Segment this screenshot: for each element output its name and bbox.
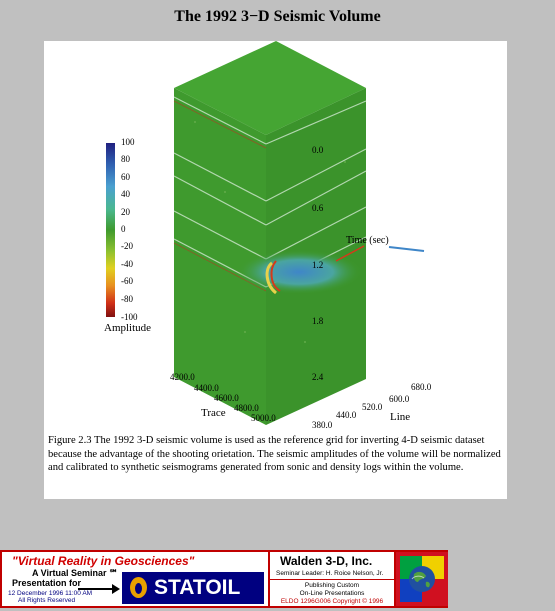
- line-tick: 600.0: [389, 394, 410, 404]
- colorbar-tick: 100: [121, 137, 135, 147]
- colorbar-tick: 20: [121, 207, 130, 217]
- page-title: The 1992 3−D Seismic Volume: [174, 8, 381, 25]
- figure-panel: [44, 41, 507, 499]
- banner-rights: All Rights Reserved: [18, 597, 76, 604]
- trace-tick: 4800.0: [234, 403, 259, 413]
- banner-company-block: [268, 552, 394, 606]
- colorbar-tick: 80: [121, 154, 130, 164]
- colorbar-tick: -80: [121, 294, 133, 304]
- banner-left: [4, 552, 266, 606]
- publishing-text: [270, 582, 394, 597]
- time-tick: 0.0: [312, 145, 324, 155]
- line-tick: 440.0: [336, 410, 357, 420]
- colorbar-tick: 60: [121, 172, 130, 182]
- trace-tick: 4400.0: [194, 383, 219, 393]
- trace-tick: 4200.0: [170, 372, 195, 382]
- colorbar-tick: 40: [121, 189, 130, 199]
- statoil-drop-inner-icon: [135, 583, 142, 594]
- time-tick: 0.6: [312, 203, 324, 213]
- banner-title: "Virtual Reality in Geosciences": [12, 554, 195, 568]
- statoil-logo: [122, 572, 264, 604]
- colorbar-label: Amplitude: [104, 322, 152, 334]
- colorbar-tick: -100: [121, 312, 138, 322]
- seismic-volume-image: [44, 41, 507, 431]
- trace-tick: 5000.0: [251, 413, 276, 423]
- line-tick: 380.0: [312, 420, 333, 430]
- company-name: Walden 3-D, Inc.: [280, 554, 373, 568]
- arrow-head-icon: [112, 584, 120, 594]
- line-tick: 680.0: [411, 382, 432, 392]
- figure-caption: Figure 2.3 The 1992 3-D seismic volume is used as the reference grid for inverting 4-D seismic dataset because the advantage of the shooting orietation. The seismic amplitudes of the volume will be normalized and calibrated to synthetic seismograms generated from sonic and density logs within the volume.: [48, 435, 501, 474]
- eldo-copyright: ELDO 1296G006 Copyright © 1996: [280, 598, 384, 605]
- line-axis-label: Line: [390, 411, 411, 423]
- time-tick: 2.4: [312, 372, 324, 382]
- banner-seminar: A Virtual Seminar ℠: [32, 568, 119, 578]
- line-tick: 520.0: [362, 402, 383, 412]
- time-tick: 1.2: [312, 260, 324, 270]
- colorbar-tick: -40: [121, 259, 133, 269]
- publishing-line: Publishing Custom: [304, 582, 360, 589]
- walden-globe-logo: [396, 552, 448, 606]
- colorbar-tick: -20: [121, 241, 133, 251]
- seminar-banner[interactable]: [0, 550, 448, 608]
- colorbar-tick: 0: [121, 224, 126, 234]
- time-tick: 1.8: [312, 316, 324, 326]
- banner-presentation-for: Presentation for: [12, 578, 82, 588]
- banner-divider: [270, 579, 394, 580]
- trace-axis-label: Trace: [201, 407, 226, 419]
- colorbar-tick: -60: [121, 276, 133, 286]
- banner-logo-block: [394, 552, 448, 606]
- time-axis-label: Time (sec): [346, 235, 389, 246]
- statoil-text: STATOIL: [154, 576, 241, 599]
- trace-tick: 4600.0: [214, 393, 239, 403]
- publishing-line: On-Line Presentations: [299, 589, 365, 597]
- banner-date: 12 December 1996 11:00 AM: [8, 590, 93, 597]
- seminar-leader: Seminar Leader: H. Roice Nelson, Jr.: [276, 570, 384, 577]
